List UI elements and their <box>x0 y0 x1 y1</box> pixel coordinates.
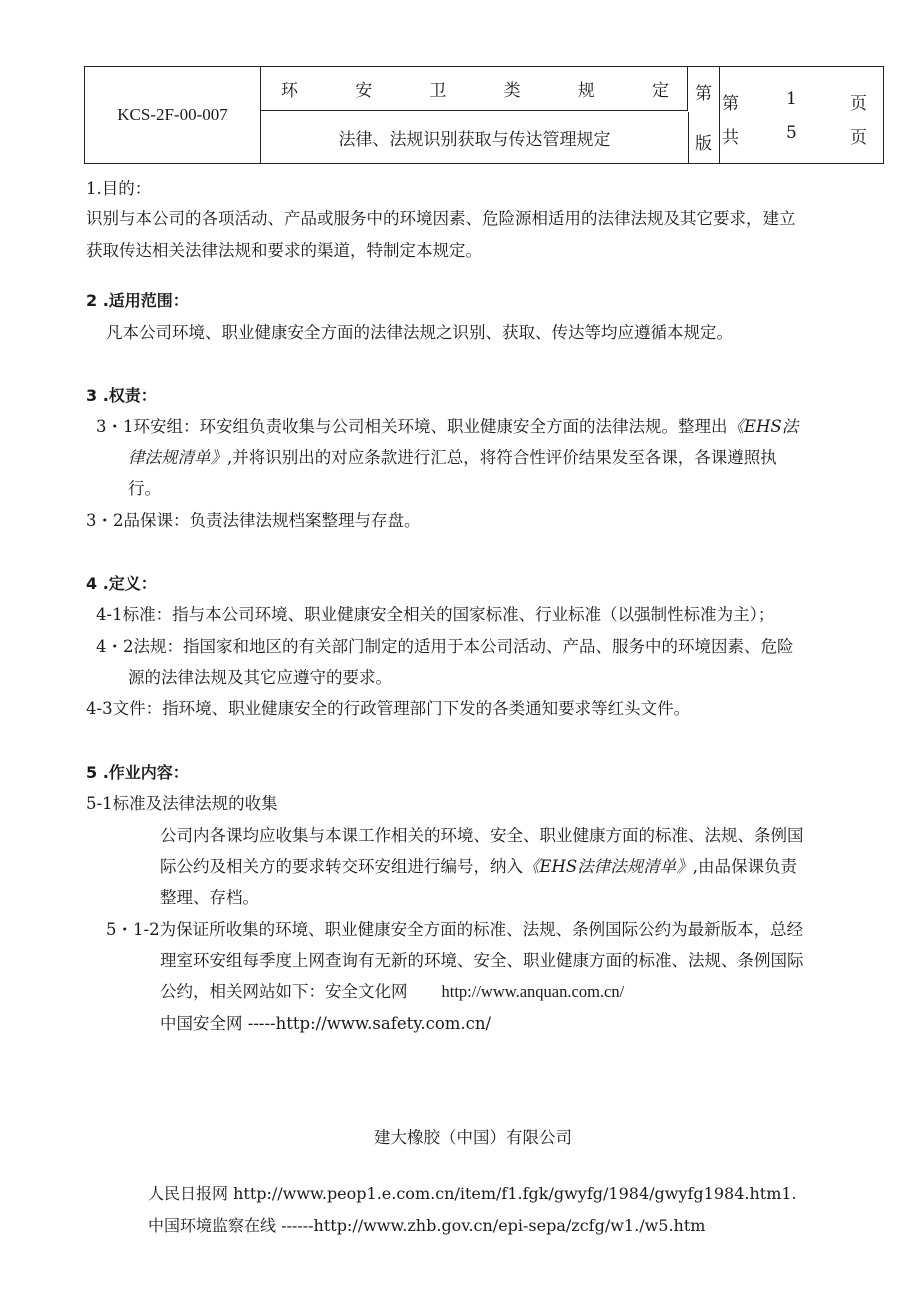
website-link[interactable]: 人民日报网 http://www.peop1.e.com.cn/item/f1.fgk/gwyfg/1984/gwyfg1984.htm1. <box>148 1184 797 1203</box>
version-char: 第 <box>695 84 712 104</box>
category-char: 环 <box>281 81 298 101</box>
category-char: 规 <box>577 81 595 101</box>
text-span: 3・1环安组：环安组负责收集与公司相关环境、职业健康安全方面的法律法规。整理出 <box>96 417 728 436</box>
paragraph-line: 识别与本公司的各项活动、产品或服务中的环境因素、危险源相适用的法律法规及其它要求，建立 <box>86 209 796 228</box>
section-4-heading: 4 .定义： <box>86 574 157 593</box>
page-cell <box>720 67 884 163</box>
website-link[interactable]: 中国安全网 -----http://www.safety.com.cn/ <box>160 1014 492 1033</box>
page-number: 1 <box>786 89 797 109</box>
ehs-list-ref: 律法规清单》 <box>128 448 227 467</box>
section-5-heading: 5 .作业内容： <box>86 763 189 782</box>
paragraph-line: 5・1-2为保证所收集的环境、职业健康安全方面的标准、法规、条例国际公约为最新版本，总经 <box>106 920 804 939</box>
text-span: 际公约及相关方的要求转交环安组进行编号，纳入 <box>160 857 523 876</box>
ehs-list-ref: 《EHS法 <box>727 417 799 436</box>
paragraph-line <box>160 853 797 877</box>
category-char: 类 <box>503 81 521 101</box>
paragraph-line: 公司内各课均应收集与本课工作相关的环境、安全、职业健康方面的标准、法规、条例国 <box>160 826 804 845</box>
section-3-heading: 3 .权责： <box>86 386 157 405</box>
text-span: ,并将识别出的对应条款进行汇总，将符合性评价结果发至各课，各课遵照执 <box>227 448 777 467</box>
category-char: 安 <box>355 81 373 101</box>
paragraph-line: 4-1标准：指与本公司环境、职业健康安全相关的国家标准、行业标准（以强制性标准为主）； <box>96 605 775 624</box>
ehs-list-ref: 《EHS法律法规清单》 <box>523 857 693 876</box>
total-pages: 5 <box>786 123 797 143</box>
paragraph-line: 源的法律法规及其它应遵守的要求。 <box>128 668 392 687</box>
document-code: KCS-2F-00-007 <box>85 67 261 163</box>
text-span: ,由品保课负责 <box>692 857 797 876</box>
version-char: 版 <box>695 134 712 154</box>
document-category <box>261 67 688 111</box>
page-label: 第 <box>722 94 739 114</box>
paragraph-line: 整理、存档。 <box>160 888 259 907</box>
section-1-heading: 1.目的： <box>86 179 152 198</box>
company-name: 建大橡胶（中国）有限公司 <box>374 1128 572 1147</box>
paragraph-line: 4・2法规：指国家和地区的有关部门制定的适用于本公司活动、产品、服务中的环境因素、危险 <box>96 637 794 656</box>
total-label: 共 <box>722 128 739 148</box>
paragraph-line: 行。 <box>128 479 161 498</box>
category-char: 定 <box>651 81 669 101</box>
document-title: 法律、法规识别获取与传达管理规定 <box>261 112 689 163</box>
page-unit: 页 <box>850 128 867 148</box>
paragraph-line: 4-3文件：指环境、职业健康安全的行政管理部门下发的各类通知要求等红头文件。 <box>86 699 691 718</box>
website-link[interactable]: http://www.anquan.com.cn/ <box>441 982 625 1001</box>
paragraph-line: 获取传达相关法律法规和要求的渠道，特制定本规定。 <box>86 241 482 260</box>
subsection-title: 5-1标准及法律法规的收集 <box>86 794 278 813</box>
paragraph-line <box>128 444 777 468</box>
paragraph-line <box>160 978 624 1002</box>
paragraph-line: 3・2品保课：负责法律法规档案整理与存盘。 <box>86 511 421 530</box>
text-span: 公约，相关网站如下：安全文化网 <box>160 982 408 1001</box>
document-header-table <box>84 66 884 164</box>
page-unit: 页 <box>850 94 867 114</box>
paragraph-line <box>96 413 798 437</box>
version-cell <box>689 67 720 163</box>
category-char: 卫 <box>429 81 447 101</box>
paragraph-line: 理室环安组每季度上网查询有无新的环境、安全、职业健康方面的标准、法规、条例国际 <box>160 951 804 970</box>
paragraph-line: 凡本公司环境、职业健康安全方面的法律法规之识别、获取、传达等均应遵循本规定。 <box>106 323 733 342</box>
section-2-heading: 2 .适用范围： <box>86 291 189 310</box>
website-link[interactable]: 中国环境监察在线 ------http://www.zhb.gov.cn/epi-sepa/zcfg/w1./w5.htm <box>148 1216 706 1235</box>
